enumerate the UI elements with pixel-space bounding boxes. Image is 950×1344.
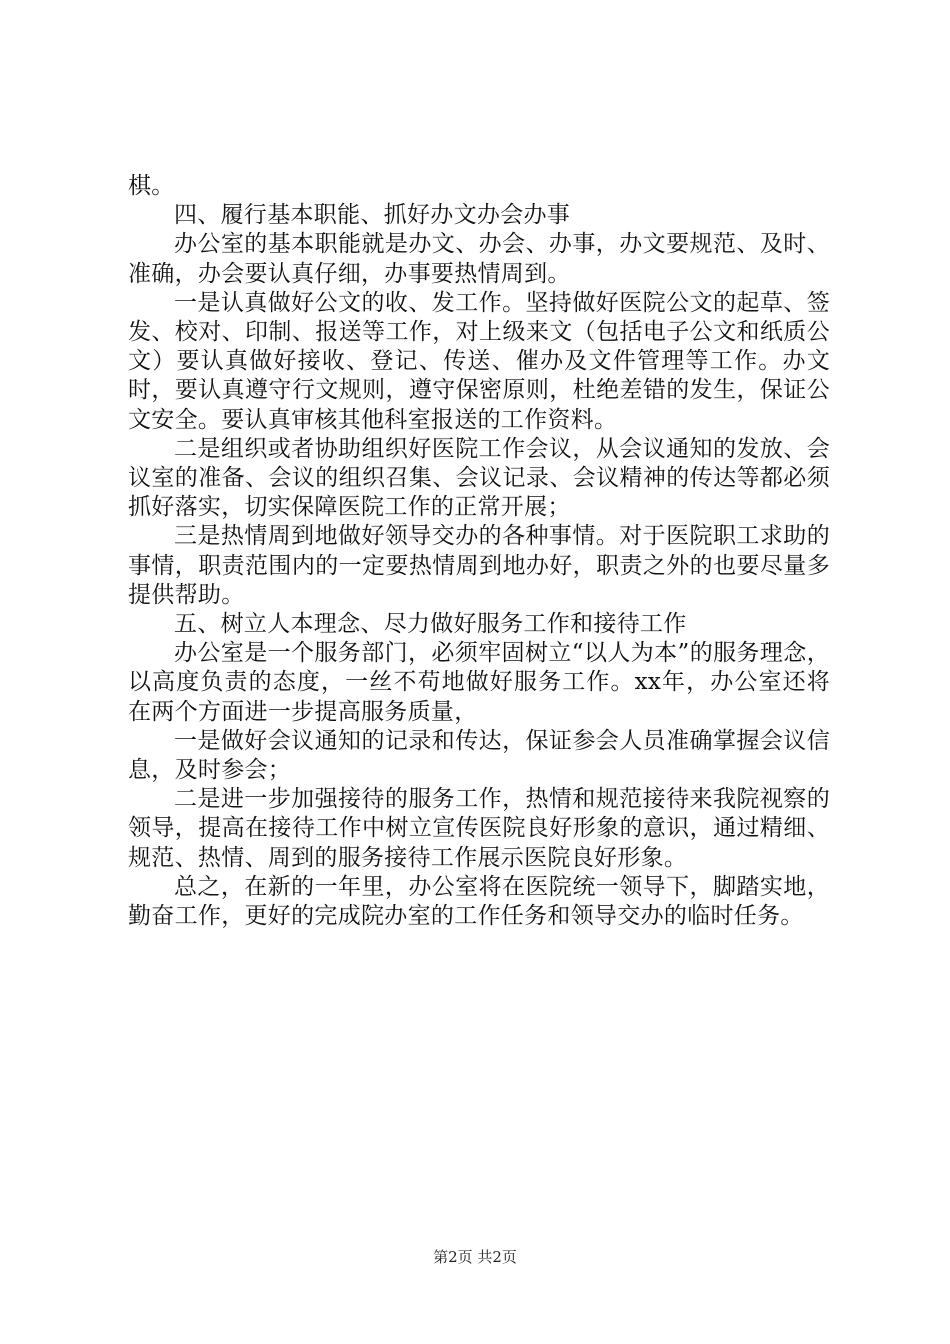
paragraph: 一是认真做好公文的收、发工作。坚持做好医院公文的起草、签发、校对、印制、报送等工作，对上级来文（包括电子公文和纸质公文）要认真做好接收、登记、传送、催办及文件管理等工作。办文时，要认真遵守行文规则，遵守保密原则，杜绝差错的发生，保证公文安全。要认真审核其他科室报送的工作资料。 [128, 289, 830, 433]
section-heading-4: 四、履行基本职能、抓好办文办会办事 [174, 202, 571, 229]
section-heading-5: 五、树立人本理念、尽力做好服务工作和接待工作 [174, 611, 687, 638]
paragraph: 三是热情周到地做好领导交办的各种事情。对于医院职工求助的事情，职责范围内的一定要热情周到地办好，职责之外的也要尽量多提供帮助。 [128, 523, 830, 608]
paragraph: 办公室是一个服务部门，必须牢固树立“以人为本”的服务理念，以高度负责的态度，一丝不苟地做好服务工作。xx年，办公室还将在两个方面进一步提高服务质量， [128, 640, 830, 725]
paragraph: 一是做好会议通知的记录和传达，保证参会人员准确掌握会议信息，及时参会； [128, 727, 830, 784]
paragraph-conclusion: 总之，在新的一年里，办公室将在医院统一领导下，脚踏实地，勤奋工作，更好的完成院办室的工作任务和领导交办的临时任务。 [128, 873, 830, 930]
document-body [128, 172, 830, 931]
paragraph: 二是进一步加强接待的服务工作，热情和规范接待来我院视察的领导，提高在接待工作中树立宣传医院良好形象的意识，通过精细、规范、热情、周到的服务接待工作展示医院良好形象。 [128, 786, 830, 871]
page-number-footer: 第2页 共2页 [433, 1248, 517, 1266]
paragraph-continuation: 棋。 [128, 173, 175, 199]
paragraph: 二是组织或者协助组织好医院工作会议，从会议通知的发放、会议室的准备、会议的组织召集、会议记录、会议精神的传达等都必须抓好落实，切实保障医院工作的正常开展； [128, 435, 830, 521]
paragraph: 办公室的基本职能就是办文、办会、办事，办文要规范、及时、准确，办会要认真仔细，办事要热情周到。 [128, 231, 830, 287]
